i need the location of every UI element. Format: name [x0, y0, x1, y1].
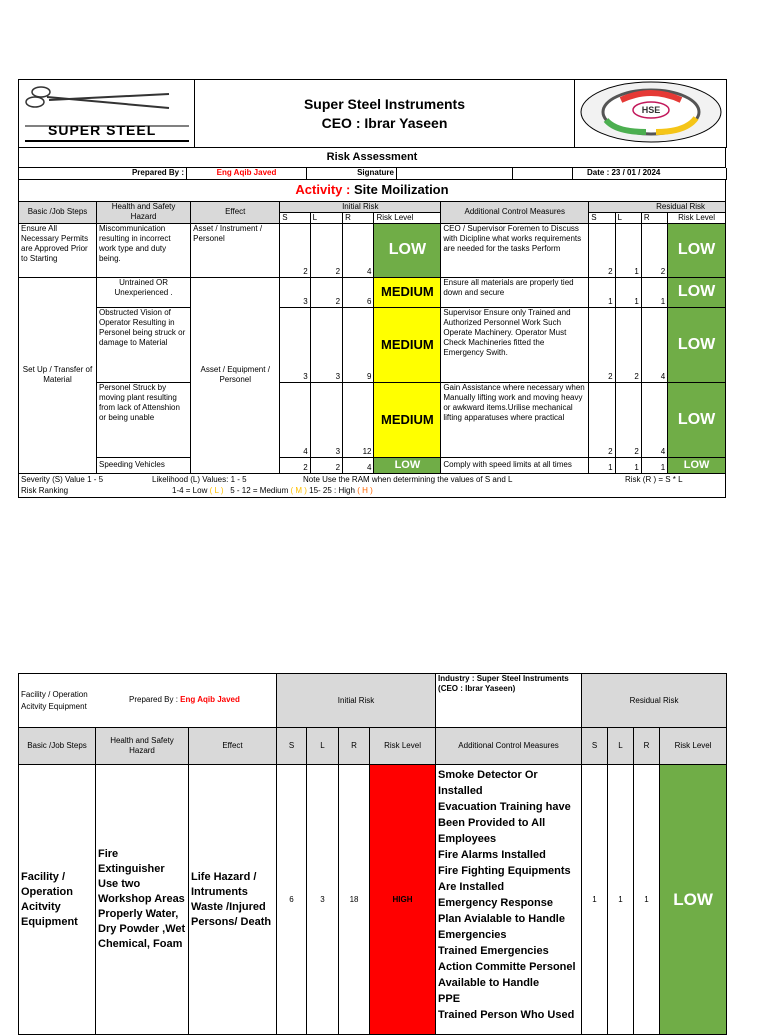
- signature-field: [397, 168, 513, 180]
- risk-assessment-sheet-1: [18, 79, 726, 498]
- row-risk-level: MEDIUM: [374, 277, 441, 307]
- ranking-low: 1-4 = Low: [172, 485, 208, 495]
- activity-table: [18, 180, 726, 202]
- row-s: 2: [280, 457, 310, 473]
- row-residual-r: 1: [641, 277, 667, 307]
- sheet2-prepared-by: [129, 695, 240, 705]
- row-residual-l: 2: [615, 382, 641, 457]
- control-item: PPE: [438, 993, 461, 1005]
- row-control: Comply with speed limits at all times: [441, 457, 589, 473]
- header-residual-risk-level: Risk Level: [668, 212, 726, 223]
- row-l: 3: [310, 382, 342, 457]
- sheet2-residual-r: 1: [634, 765, 660, 1035]
- control-item: Trained Emergencies: [438, 945, 549, 957]
- row-s: 2: [280, 223, 310, 277]
- sheet2-header-control: Additional Control Measures: [436, 728, 582, 765]
- header-steps: Basic /Job Steps: [19, 202, 97, 224]
- sheet2-step: Facility / Operation Acitvity Equipment: [19, 765, 96, 1035]
- row-l: 2: [310, 223, 342, 277]
- sheet2-initial-risk: Initial Risk: [277, 674, 436, 728]
- risk-table: [18, 202, 726, 474]
- prepared-by-table: [18, 168, 727, 181]
- row-residual-r: 2: [641, 223, 667, 277]
- row-l: 3: [310, 307, 342, 382]
- sheet2-prepared-by-label: Prepared By :: [129, 695, 178, 704]
- header-s: S: [280, 212, 310, 223]
- control-item: Evacuation Training have Been Provided to All Employees: [438, 801, 571, 845]
- control-item: Action Committe Personel Available to Handle: [438, 961, 576, 989]
- row-risk-level: LOW: [374, 223, 441, 277]
- risk-ranking-values: [172, 485, 373, 496]
- row-control: Supervisor Ensure only Trained and Authorized Personnel Work Such Operate Machinery. Operator Must Check Machineries fitted the Emergency Swith.: [441, 307, 589, 382]
- row-risk-level: MEDIUM: [374, 382, 441, 457]
- row-residual-s: 1: [589, 457, 615, 473]
- risk-assessment-sheet-2: [18, 673, 726, 1035]
- row-residual-r: 4: [641, 382, 667, 457]
- sheet2-header-steps: Basic /Job Steps: [19, 728, 96, 765]
- facility-label: Facility / Operation Acitvity Equipment: [21, 689, 88, 711]
- hse-label: HSE: [641, 105, 660, 115]
- row-residual-r: 4: [641, 307, 667, 382]
- signature-label: Signature: [307, 168, 397, 180]
- prepared-by-label: Prepared By :: [19, 168, 187, 180]
- sheet2-prepared-by-value: Eng Aqib Javed: [180, 695, 240, 704]
- row-residual-level: LOW: [668, 223, 726, 277]
- row-r: 12: [343, 382, 374, 457]
- sheet2-header-effect: Effect: [189, 728, 277, 765]
- row-residual-s: 2: [589, 382, 615, 457]
- row-control: Ensure all materials are properly tied down and secure: [441, 277, 589, 307]
- row-risk-level: LOW: [374, 457, 441, 473]
- ranking-high-tag: ( H ): [357, 485, 373, 495]
- row-residual-l: 1: [615, 223, 641, 277]
- sheet2-r: 18: [339, 765, 370, 1035]
- sheet2-residual-risk: Residual Risk: [582, 674, 727, 728]
- blank-cell: [513, 168, 573, 180]
- activity-row: [19, 180, 726, 201]
- sheet2-header-residual-level: Risk Level: [660, 728, 727, 765]
- sheet2-table: [18, 673, 727, 1035]
- row-effect: Asset / Equipment / Personel: [191, 277, 280, 473]
- row-hazard: Speeding Vehicles: [96, 457, 190, 473]
- row-residual-level: LOW: [668, 307, 726, 382]
- sheet2-effect: Life Hazard / Intruments Waste /Injured Persons/ Death: [189, 765, 277, 1035]
- row-control: Gain Assistance where necessary when Manually lifting work and moving heavy or awkward items.Urilise mechanical lifting apparatuses where practical: [441, 382, 589, 457]
- row-r: 4: [343, 457, 374, 473]
- sheet2-residual-level: LOW: [660, 765, 727, 1035]
- row-residual-s: 1: [589, 277, 615, 307]
- row-effect: Asset / Instrument / Personel: [191, 223, 280, 277]
- header-l: L: [310, 212, 342, 223]
- row-residual-level: LOW: [668, 382, 726, 457]
- table-row: [19, 457, 726, 473]
- likelihood-note: Likelihood (L) Values: 1 - 5: [152, 474, 247, 484]
- row-residual-level: LOW: [668, 457, 726, 473]
- row-residual-r: 1: [641, 457, 667, 473]
- header-initial-risk: Initial Risk: [280, 202, 441, 213]
- row-hazard: Obstructed Vision of Operator Resulting in Personel being struck or damage to Material: [96, 307, 190, 382]
- sheet2-residual-s: 1: [582, 765, 608, 1035]
- control-item: Fire Fighting Equipments Are Installed: [438, 865, 571, 893]
- header-control: Additional Control Measures: [441, 202, 589, 224]
- sheet2-header-r: R: [339, 728, 370, 765]
- sheet2-header-residual-r: R: [634, 728, 660, 765]
- row-l: 2: [310, 277, 342, 307]
- header-residual-risk: Residual Risk: [589, 202, 726, 213]
- severity-note: Severity (S) Value 1 - 5: [21, 474, 104, 484]
- date-label: Date : 23 / 01 / 2024: [573, 168, 727, 180]
- table-row: [19, 277, 726, 307]
- table-row: [19, 765, 727, 1035]
- logo-wordmark: SUPER STEEL: [48, 122, 157, 138]
- ranking-medium: 5 - 12 = Medium: [230, 485, 289, 495]
- row-step: Set Up / Transfer of Material: [19, 277, 97, 473]
- sheet2-header-residual-s: S: [582, 728, 608, 765]
- sheet2-header-risk-level: Risk Level: [370, 728, 436, 765]
- sheet2-header-l: L: [307, 728, 339, 765]
- risk-formula: Risk (R ) = S * L: [625, 474, 683, 484]
- row-s: 4: [280, 382, 310, 457]
- row-step: Ensure All Necessary Permits are Approved Prior to Starting: [19, 223, 97, 277]
- control-item: Smoke Detector Or Installed: [438, 769, 538, 797]
- sheet2-industry: Industry : Super Steel Instruments (CEO : Ibrar Yaseen): [436, 674, 582, 728]
- header-residual-s: S: [589, 212, 615, 223]
- header-effect: Effect: [191, 202, 280, 224]
- control-item: Fire Alarms Installed: [438, 849, 546, 861]
- ranking-medium-tag: ( M ): [290, 485, 307, 495]
- company-logo: [19, 80, 195, 148]
- row-l: 2: [310, 457, 342, 473]
- doc-title: Risk Assessment: [19, 148, 726, 167]
- row-s: 3: [280, 277, 310, 307]
- row-hazard: Untrained OR Unexperienced .: [96, 277, 190, 307]
- sheet2-hazard: Fire Extinguisher Use two Workshop Areas Properly Water, Dry Powder ,Wet Chemical, Foam: [96, 765, 189, 1035]
- sheet2-risk-level: HIGH: [370, 765, 436, 1035]
- sheet2-header-hazard: Health and Safety Hazard: [96, 728, 189, 765]
- sheet2-facility-cell: [19, 674, 277, 728]
- sheet2-header-residual-l: L: [608, 728, 634, 765]
- row-residual-l: 2: [615, 307, 641, 382]
- sheet2-l: 3: [307, 765, 339, 1035]
- sheet1-header-table: [18, 79, 727, 148]
- sheet2-s: 6: [277, 765, 307, 1035]
- header-risk-level: Risk Level: [374, 212, 441, 223]
- sheet2-residual-l: 1: [608, 765, 634, 1035]
- header-r: R: [343, 212, 374, 223]
- sheet2-header-s: S: [277, 728, 307, 765]
- header-hazard: Health and Safety Hazard: [96, 202, 190, 224]
- header-residual-l: L: [615, 212, 641, 223]
- table-row: [19, 382, 726, 457]
- row-risk-level: MEDIUM: [374, 307, 441, 382]
- row-hazard: Miscommunication resulting in incorrect work type and duty being.: [96, 223, 190, 277]
- row-residual-l: 1: [615, 277, 641, 307]
- ceo-name: CEO : Ibrar Yaseen: [321, 114, 448, 131]
- prepared-by-value: Eng Aqib Javed: [187, 168, 307, 180]
- title-block: [195, 80, 575, 148]
- row-control: CEO / Supervisor Foremen to Discuss with Dicipline what works requirements are needed for the tasks Perform: [441, 223, 589, 277]
- hse-logo: [575, 80, 727, 148]
- control-item: Emergency Response Plan Avialable to Handle Emergencies: [438, 897, 565, 941]
- ram-note: Note Use the RAM when determining the values of S and L: [303, 474, 513, 484]
- doc-title-table: [18, 148, 726, 168]
- row-residual-l: 1: [615, 457, 641, 473]
- sheet1-footer: [18, 474, 726, 498]
- row-residual-s: 2: [589, 223, 615, 277]
- row-r: 4: [343, 223, 374, 277]
- row-residual-level: LOW: [668, 277, 726, 307]
- company-name: Super Steel Instruments: [303, 95, 466, 112]
- activity-value: Site Moilization: [353, 182, 449, 198]
- control-item: Trained Person Who Used: [438, 1009, 575, 1021]
- header-residual-r: R: [641, 212, 667, 223]
- row-r: 6: [343, 277, 374, 307]
- table-row: [19, 307, 726, 382]
- row-r: 9: [343, 307, 374, 382]
- ranking-low-tag: ( L ): [209, 485, 224, 495]
- activity-label: Activity :: [295, 182, 351, 198]
- row-residual-s: 2: [589, 307, 615, 382]
- risk-ranking-label: Risk Ranking: [21, 485, 69, 495]
- sheet2-controls: [436, 765, 582, 1035]
- row-s: 3: [280, 307, 310, 382]
- ranking-high: 15- 25 : High: [309, 485, 355, 495]
- row-hazard: Personel Struck by moving plant resulting from lack of Attenshion or being unable: [96, 382, 190, 457]
- hse-badge-icon: [576, 80, 726, 144]
- table-row: [19, 223, 726, 277]
